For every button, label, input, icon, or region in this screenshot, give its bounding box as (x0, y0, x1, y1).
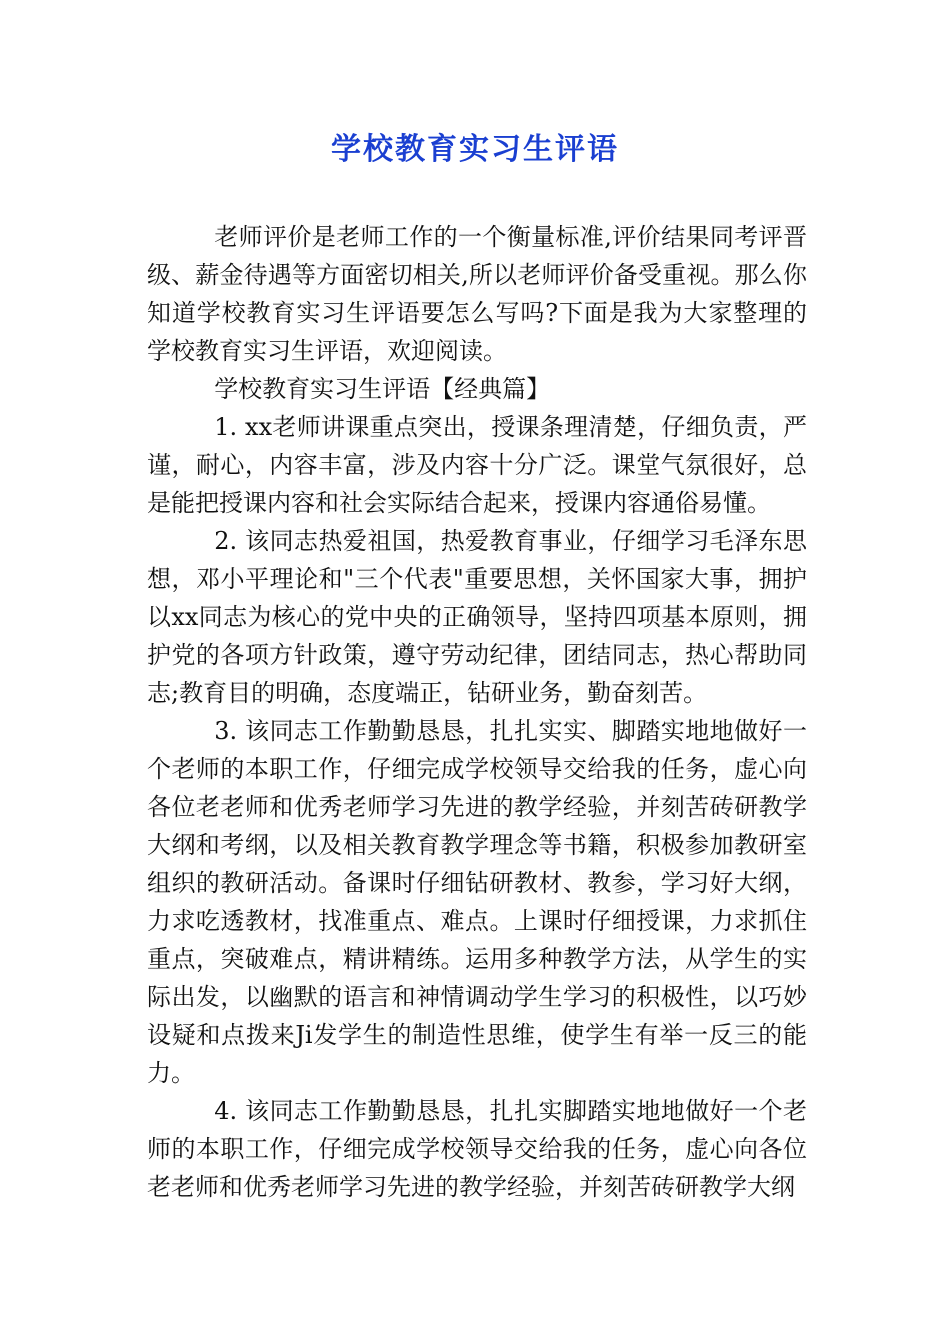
document-body (147, 218, 807, 1206)
comment-paragraph-3: 3. 该同志工作勤勤恳恳，扎扎实实、脚踏实地地做好一个老师的本职工作，仔细完成学校领导交给我的任务，虚心向各位老老师和优秀老师学习先进的教学经验，并刻苦砖研教学大纲和考纲，以及相关教育教学理念等书籍，积极参加教研室组织的教研活动。备课时仔细钻研教材、教参，学习好大纲，力求吃透教材，找准重点、难点。上课时仔细授课，力求抓住重点，突破难点，精讲精练。运用多种教学方法，从学生的实际出发，以幽默的语言和神情调动学生学习的积极性，以巧妙设疑和点拨来Ji发学生的制造性思维，使学生有举一反三的能力。 (147, 717, 807, 1087)
document-title: 学校教育实习生评语 (331, 132, 619, 167)
intro-paragraph: 老师评价是老师工作的一个衡量标准,评价结果同考评晋级、薪金待遇等方面密切相关,所以老师评价备受重视。那么你知道学校教育实习生评语要怎么写吗?下面是我为大家整理的学校教育实习生评语，欢迎阅读。 (147, 223, 807, 365)
section-heading: 学校教育实习生评语【经典篇】 (214, 375, 551, 403)
comment-paragraph-2: 2. 该同志热爱祖国，热爱教育事业，仔细学习毛泽东思想，邓小平理论和"三个代表"重要思想，关怀国家大事，拥护以xx同志为核心的党中央的正确领导，坚持四项基本原则，拥护党的各项方针政策，遵守劳动纪律，团结同志，热心帮助同志;教育目的明确，态度端正，钻研业务，勤奋刻苦。 (147, 527, 807, 707)
comment-paragraph-4: 4. 该同志工作勤勤恳恳，扎扎实脚踏实地地做好一个老师的本职工作，仔细完成学校领导交给我的任务，虚心向各位老老师和优秀老师学习先进的教学经验，并刻苦砖研教学大纲 (147, 1097, 807, 1201)
comment-paragraph-1: 1. xx老师讲课重点突出，授课条理清楚，仔细负责，严谨，耐心，内容丰富，涉及内容十分广泛。课堂气氛很好，总是能把授课内容和社会实际结合起来，授课内容通俗易懂。 (147, 413, 807, 517)
